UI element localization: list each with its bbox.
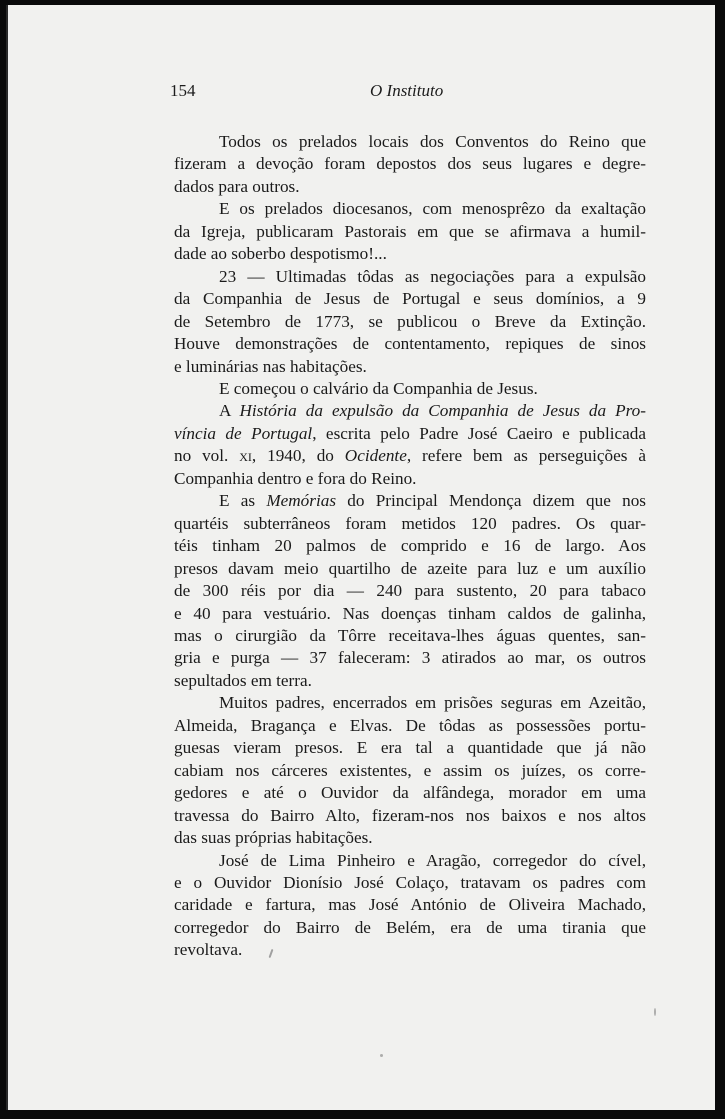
text-line: presos davam meio quartilho de azeite para luz e um auxílio — [174, 558, 646, 578]
text-line: e o Ouvidor Dionísio José Colaço, tratavam os padres com — [174, 872, 646, 892]
text-line: caridade e fartura, mas José António de Oliveira Machado, — [174, 895, 646, 915]
text-line: José de Lima Pinheiro e Aragão, corregedor do cível, — [219, 850, 646, 870]
body-text — [174, 131, 646, 962]
text-line: da Companhia de Jesus de Portugal e seus domínios, a 9 — [174, 289, 646, 309]
italic-title: víncia de Portugal — [174, 423, 313, 443]
text-line: travessa do Bairro Alto, fizeram-nos nos baixos e nos altos — [174, 805, 646, 825]
paragraph — [174, 266, 646, 378]
page-number: 154 — [170, 81, 196, 100]
text-line: E os prelados diocesanos, com menosprêzo da exaltação — [219, 199, 646, 219]
text-line: fizeram a devoção foram depostos dos seus lugares e degre- — [174, 154, 646, 174]
text-line: E começou o calvário da Companhia de Jesus. — [219, 378, 538, 398]
volume-number: xi — [239, 446, 252, 466]
text-line: dados para outros. — [174, 176, 300, 196]
running-title: O Instituto — [370, 81, 444, 100]
text-line: víncia de Portugal, escrita pelo Padre José Caeiro e publicada — [174, 423, 646, 443]
paragraph — [174, 400, 646, 490]
print-speck — [654, 1008, 656, 1016]
paragraph — [174, 378, 646, 400]
print-speck — [380, 1054, 383, 1057]
text-line: A História da expulsão da Companhia de Jesus da Pro- — [219, 401, 646, 421]
text-line: no vol. xi, 1940, do Ocidente, refere bem as perseguições à — [174, 446, 646, 466]
text-line: gria e purga — 37 faleceram: 3 atirados ao mar, os outros — [174, 648, 646, 668]
text-line: revoltava. — [174, 940, 243, 960]
italic-title: Ocidente — [344, 446, 407, 466]
text-line: de 300 réis por dia — 240 para sustento, 20 para tabaco — [174, 581, 646, 601]
paragraph — [174, 198, 646, 265]
page-header — [170, 81, 650, 105]
text-line: e 40 para vestuário. Nas doenças tinham caldos de galinha, — [174, 603, 646, 623]
text-line: dade ao soberbo despotismo!... — [174, 244, 387, 264]
text-line: mas o cirurgião da Tôrre receitava-lhes águas quentes, san- — [174, 625, 646, 645]
text-line: Almeida, Bragança e Elvas. De tôdas as possessões portu- — [174, 715, 646, 735]
text-line: das suas próprias habitações. — [174, 828, 373, 848]
text-line: Companhia dentro e fora do Reino. — [174, 468, 417, 488]
text-line: de Setembro de 1773, se publicou o Breve da Extinção. — [174, 311, 646, 331]
text-line: gedores e até o Ouvidor da alfândega, morador em uma — [174, 783, 646, 803]
paragraph — [174, 490, 646, 692]
text-line: E as Memórias do Principal Mendonça dizem que nos — [219, 491, 646, 511]
text-line: Houve demonstrações de contentamento, repiques de sinos — [174, 334, 646, 354]
italic-title: Memórias — [266, 491, 337, 511]
book-page — [6, 5, 715, 1110]
text-line: corregedor do Bairro de Belém, era de uma tirania que — [174, 917, 646, 937]
text-line: sepultados em terra. — [174, 670, 312, 690]
paragraph — [174, 131, 646, 198]
text-line: guesas vieram presos. E era tal a quantidade que já não — [174, 738, 646, 758]
text-line: 23 — Ultimadas tôdas as negociações para a expulsão — [219, 266, 646, 286]
text-line: Todos os prelados locais dos Conventos do Reino que — [219, 132, 646, 151]
italic-title: História da expulsão da Companhia de Jesus da Pro- — [239, 401, 646, 421]
paragraph — [174, 692, 646, 849]
text-line: quartéis subterrâneos foram metidos 120 padres. Os quar- — [174, 513, 646, 533]
text-line: cabiam nos cárceres existentes, e assim os juízes, os corre- — [174, 760, 646, 780]
text-line: e luminárias nas habitações. — [174, 356, 367, 376]
text-line: téis tinham 20 palmos de comprido e 16 de largo. Aos — [174, 536, 646, 556]
paragraph — [174, 850, 646, 962]
text-line: da Igreja, publicaram Pastorais em que se afirmava a humil- — [174, 221, 646, 241]
text-line: Muitos padres, encerrados em prisões seguras em Azeitão, — [219, 693, 646, 713]
